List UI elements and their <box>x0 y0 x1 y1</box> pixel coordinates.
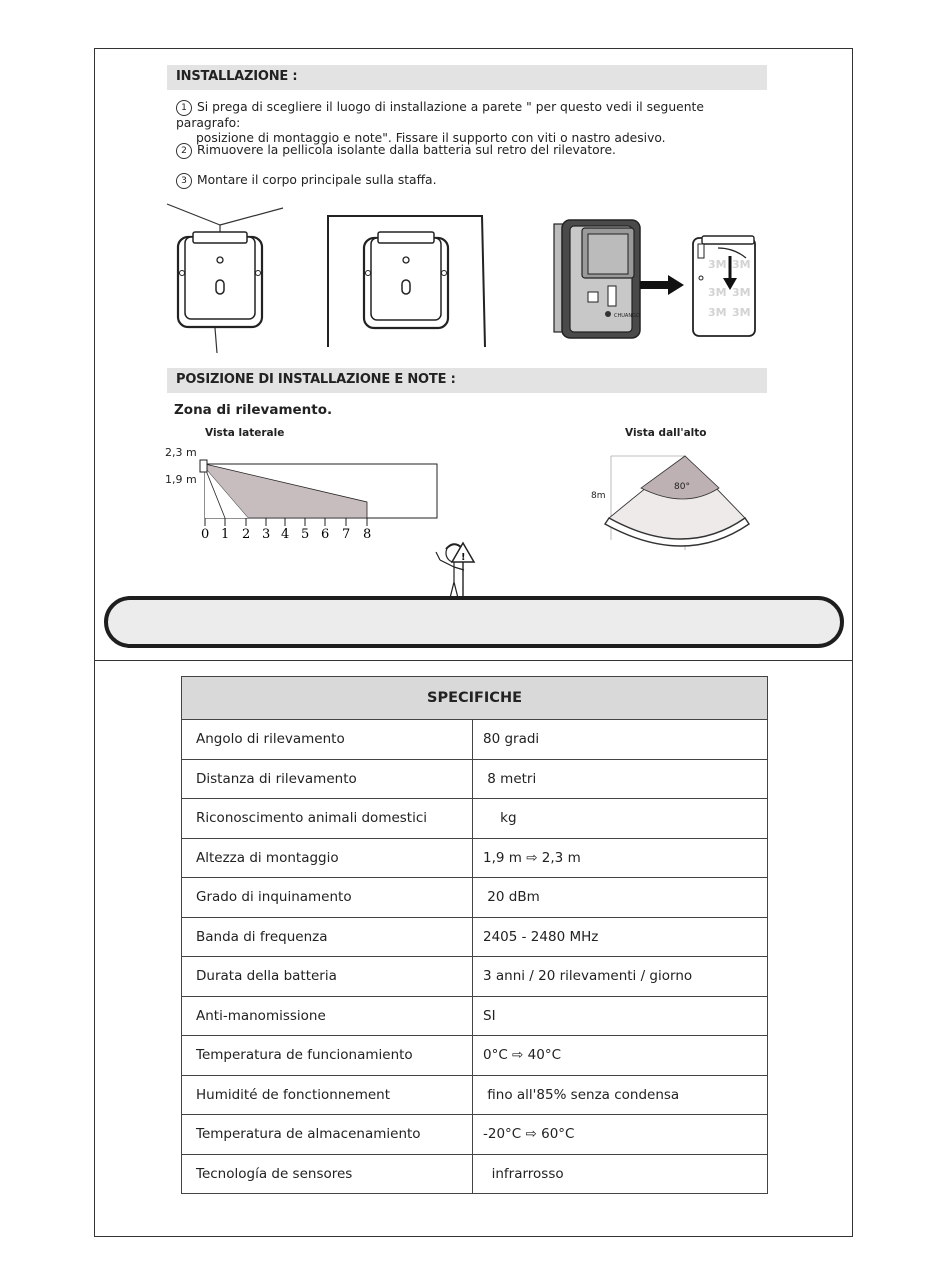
wall-mount-illustration <box>326 214 488 349</box>
spec-label: Durata della batteria <box>182 957 473 997</box>
step-text-cont: posizione di montaggio e note". Fissare il supporto con viti o nastro adesivo. <box>196 131 666 145</box>
section-divider <box>94 660 853 661</box>
tick-2: 2 <box>242 527 251 542</box>
spec-label: Tecnología de sensores <box>182 1154 473 1194</box>
specs-title: SPECIFICHE <box>182 677 768 720</box>
step-3 <box>176 173 766 189</box>
table-row <box>182 1154 768 1194</box>
table-row <box>182 878 768 918</box>
corner-mount-illustration <box>165 200 290 355</box>
step-text: Si prega di scegliere il luogo di installazione a parete " per questo vedi il seguente paragrafo: <box>176 100 704 130</box>
svg-text:3M: 3M <box>708 306 727 319</box>
table-row <box>182 1115 768 1155</box>
installation-header <box>167 65 767 90</box>
adhesive-tape-illustration <box>690 234 760 339</box>
note-callout-box <box>104 596 844 648</box>
spec-label: Altezza di montaggio <box>182 838 473 878</box>
table-row <box>182 838 768 878</box>
tick-6: 6 <box>321 527 330 542</box>
spec-value: 8 metri <box>473 759 768 799</box>
spec-value: 80 gradi <box>473 720 768 760</box>
table-row <box>182 996 768 1036</box>
spec-value: 20 dBm <box>473 878 768 918</box>
spec-label: Humidité de fonctionnement <box>182 1075 473 1115</box>
position-header <box>167 368 767 393</box>
step-text: Montare il corpo principale sulla staffa. <box>197 173 437 187</box>
svg-text:!: ! <box>461 552 466 563</box>
spec-label: Riconoscimento animali domestici <box>182 799 473 839</box>
spec-value: 3 anni / 20 rilevamenti / giorno <box>473 957 768 997</box>
step-number: 1 <box>176 100 192 116</box>
tick-4: 4 <box>281 527 290 542</box>
range-label: 8m <box>591 491 606 501</box>
specs-table <box>181 676 768 1194</box>
spec-value: 2405 - 2480 MHz <box>473 917 768 957</box>
table-row <box>182 1075 768 1115</box>
tick-1: 1 <box>221 527 230 542</box>
tick-5: 5 <box>301 527 310 542</box>
step-number: 3 <box>176 173 192 189</box>
table-header-row <box>182 677 768 720</box>
tick-0: 0 <box>201 527 210 542</box>
top-view-diagram <box>585 448 760 558</box>
battery-compartment-illustration <box>548 216 648 341</box>
arrow-right-icon <box>638 274 686 296</box>
table-row <box>182 917 768 957</box>
side-view-label: Vista laterale <box>205 427 285 439</box>
top-view-label: Vista dall'alto <box>625 427 707 439</box>
table-row <box>182 759 768 799</box>
spec-label: Banda di frequenza <box>182 917 473 957</box>
table-row <box>182 1036 768 1076</box>
spec-label: Angolo di rilevamento <box>182 720 473 760</box>
spec-value: fino all'85% senza condensa <box>473 1075 768 1115</box>
svg-text:3M: 3M <box>732 258 751 271</box>
side-view-diagram <box>160 440 450 542</box>
step-1 <box>176 100 766 146</box>
spec-value: SI <box>473 996 768 1036</box>
angle-label: 80° <box>674 482 690 492</box>
installation-title: INSTALLAZIONE : <box>176 69 298 84</box>
tick-7: 7 <box>342 527 351 542</box>
height-low-label: 1,9 m <box>165 473 197 486</box>
spec-value: 1,9 m ⇨ 2,3 m <box>473 838 768 878</box>
table-row <box>182 799 768 839</box>
table-row <box>182 957 768 997</box>
height-high-label: 2,3 m <box>165 446 197 459</box>
svg-text:3M: 3M <box>708 286 727 299</box>
spec-label: Anti-manomissione <box>182 996 473 1036</box>
tick-8: 8 <box>363 527 372 542</box>
spec-label: Distanza di rilevamento <box>182 759 473 799</box>
svg-text:3M: 3M <box>732 306 751 319</box>
spec-label: Temperatura de funcionamiento <box>182 1036 473 1076</box>
step-number: 2 <box>176 143 192 159</box>
table-row <box>182 720 768 760</box>
spec-value: infrarrosso <box>473 1154 768 1194</box>
spec-label: Grado di inquinamento <box>182 878 473 918</box>
svg-text:CHUANGO: CHUANGO <box>614 313 640 319</box>
spec-label: Temperatura de almacenamiento <box>182 1115 473 1155</box>
spec-value: 0°C ⇨ 40°C <box>473 1036 768 1076</box>
position-title: POSIZIONE DI INSTALLAZIONE E NOTE : <box>176 372 456 387</box>
spec-value: kg <box>473 799 768 839</box>
step-text: Rimuovere la pellicola isolante dalla batteria sul retro del rilevatore. <box>197 143 616 157</box>
warning-figure-illustration <box>426 540 486 602</box>
svg-text:3M: 3M <box>708 258 727 271</box>
detection-zone-title: Zona di rilevamento. <box>174 402 333 418</box>
spec-value: -20°C ⇨ 60°C <box>473 1115 768 1155</box>
svg-text:3M: 3M <box>732 286 751 299</box>
tick-3: 3 <box>262 527 271 542</box>
step-2 <box>176 143 766 159</box>
